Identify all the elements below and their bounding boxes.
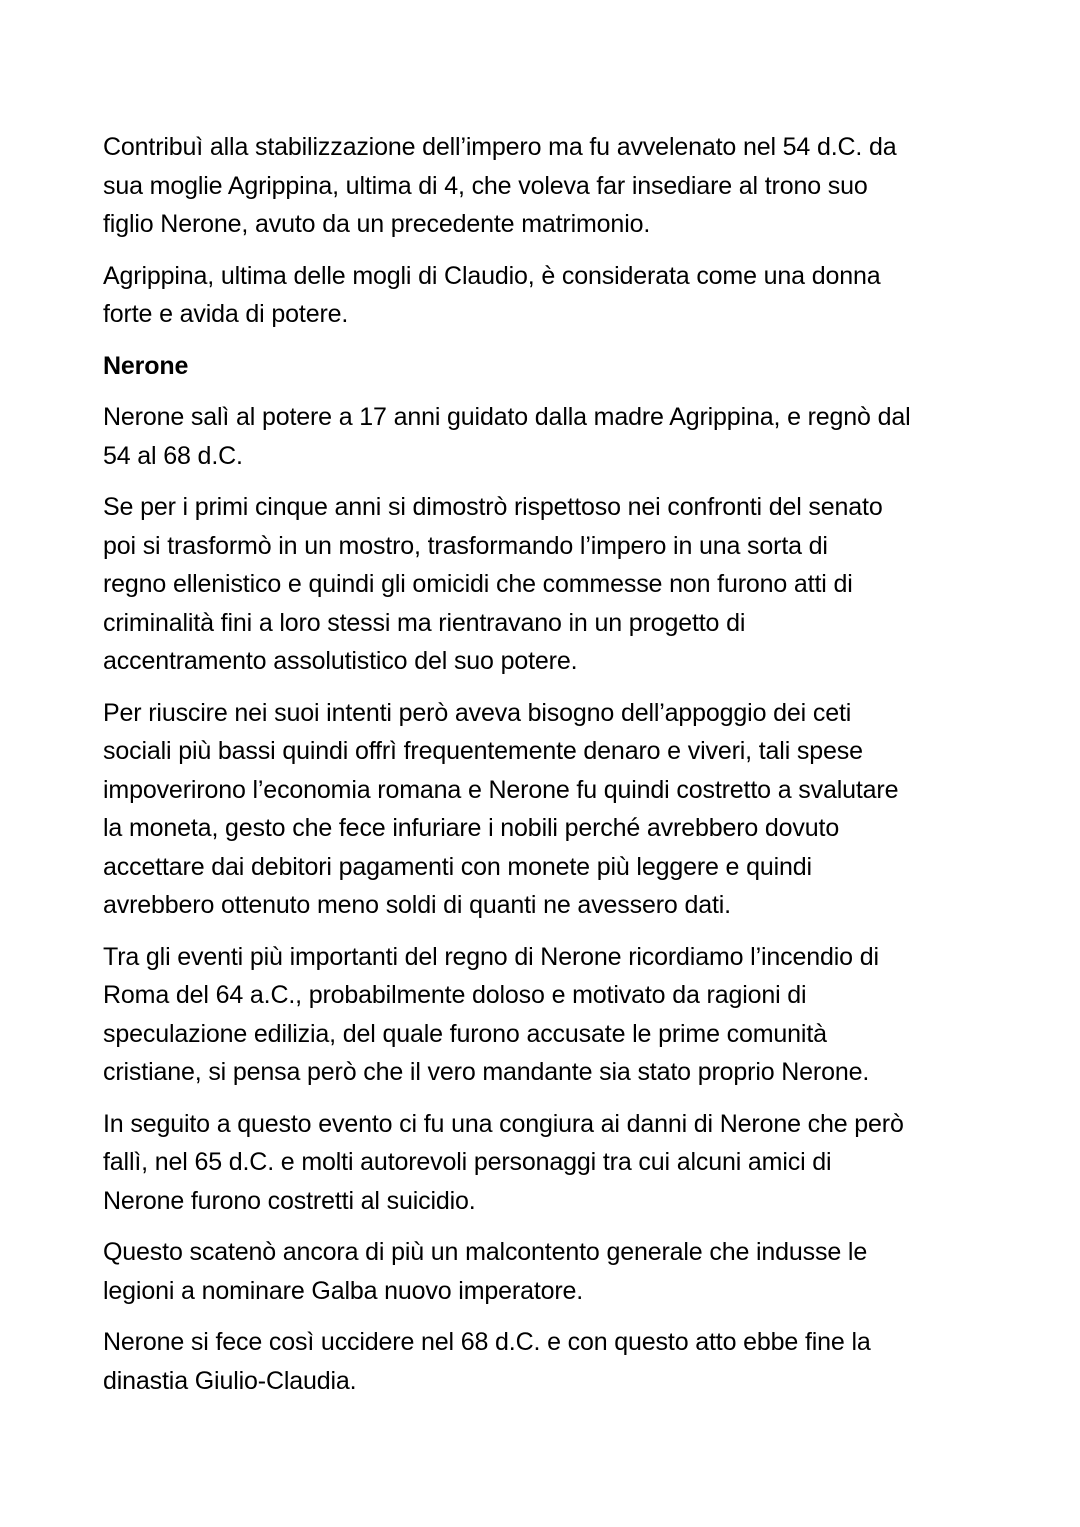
text-line: Nerone furono costretti al suicidio. <box>103 1186 476 1215</box>
text-line: dinastia Giulio-Claudia. <box>103 1366 357 1395</box>
text-line: poi si trasformò in un mostro, trasformando l’impero in una sorta di <box>103 531 828 560</box>
text-line: sociali più bassi quindi offrì frequentemente denaro e viveri, tali spese <box>103 737 863 765</box>
text-line: accettare dai debitori pagamenti con monete più leggere e quindi <box>103 852 812 881</box>
text-line: Tra gli eventi più importanti del regno di Nerone ricordiamo l’incendio di <box>103 942 879 971</box>
paragraph <box>103 1323 980 1400</box>
text-line: sua moglie Agrippina, ultima di 4, che voleva far insediare al trono suo <box>103 171 868 200</box>
text-line: Se per i primi cinque anni si dimostrò rispettoso nei confronti del senato <box>103 493 883 521</box>
text-line: criminalità fini a loro stessi ma rientravano in un progetto di <box>103 608 746 637</box>
text-line: accentramento assolutistico del suo potere. <box>103 647 578 675</box>
text-line: Nerone salì al potere a 17 anni guidato dalla madre Agrippina, e regnò dal <box>103 403 911 431</box>
text-line: fallì, nel 65 d.C. e molti autorevoli personaggi tra cui alcuni amici di <box>103 1148 832 1176</box>
text-line: cristiane, si pensa però che il vero mandante sia stato proprio Nerone. <box>103 1058 870 1086</box>
text-line: avrebbero ottenuto meno soldi di quanti ne avessero dati. <box>103 891 731 919</box>
text-line: regno ellenistico e quindi gli omicidi che commesse non furono atti di <box>103 570 853 598</box>
text-line: Roma del 64 a.C., probabilmente doloso e motivato da ragioni di <box>103 981 807 1009</box>
text-line: legioni a nominare Galba nuovo imperatore. <box>103 1276 584 1305</box>
text-line: Agrippina, ultima delle mogli di Claudio, è considerata come una donna <box>103 261 881 290</box>
text-line: figlio Nerone, avuto da un precedente matrimonio. <box>103 210 651 238</box>
text-line: la moneta, gesto che fece infuriare i nobili perché avrebbero dovuto <box>103 814 840 842</box>
text-line: speculazione edilizia, del quale furono accusate le prime comunità <box>103 1019 827 1048</box>
text-line: In seguito a questo evento ci fu una congiura ai danni di Nerone che però <box>103 1109 904 1138</box>
paragraph <box>103 488 980 681</box>
section-heading <box>103 347 980 386</box>
paragraph <box>103 1233 980 1310</box>
text-line: Nerone si fece così uccidere nel 68 d.C. e con questo atto ebbe fine la <box>103 1328 871 1356</box>
text-line: Questo scatenò ancora di più un malcontento generale che indusse le <box>103 1238 868 1266</box>
text-line: Contribuì alla stabilizzazione dell’impero ma fu avvelenato nel 54 d.C. da <box>103 133 897 161</box>
paragraph <box>103 1105 980 1221</box>
text-line: forte e avida di potere. <box>103 300 349 328</box>
paragraph <box>103 128 980 244</box>
text-line: impoverirono l’economia romana e Nerone fu quindi costretto a svalutare <box>103 775 899 804</box>
paragraph <box>103 938 980 1092</box>
text-line: 54 al 68 d.C. <box>103 441 243 470</box>
paragraph <box>103 398 980 475</box>
text-line: Per riuscire nei suoi intenti però aveva bisogno dell’appoggio dei ceti <box>103 698 852 727</box>
text-line: Nerone <box>103 351 189 380</box>
paragraph <box>103 694 980 925</box>
paragraph <box>103 257 980 334</box>
